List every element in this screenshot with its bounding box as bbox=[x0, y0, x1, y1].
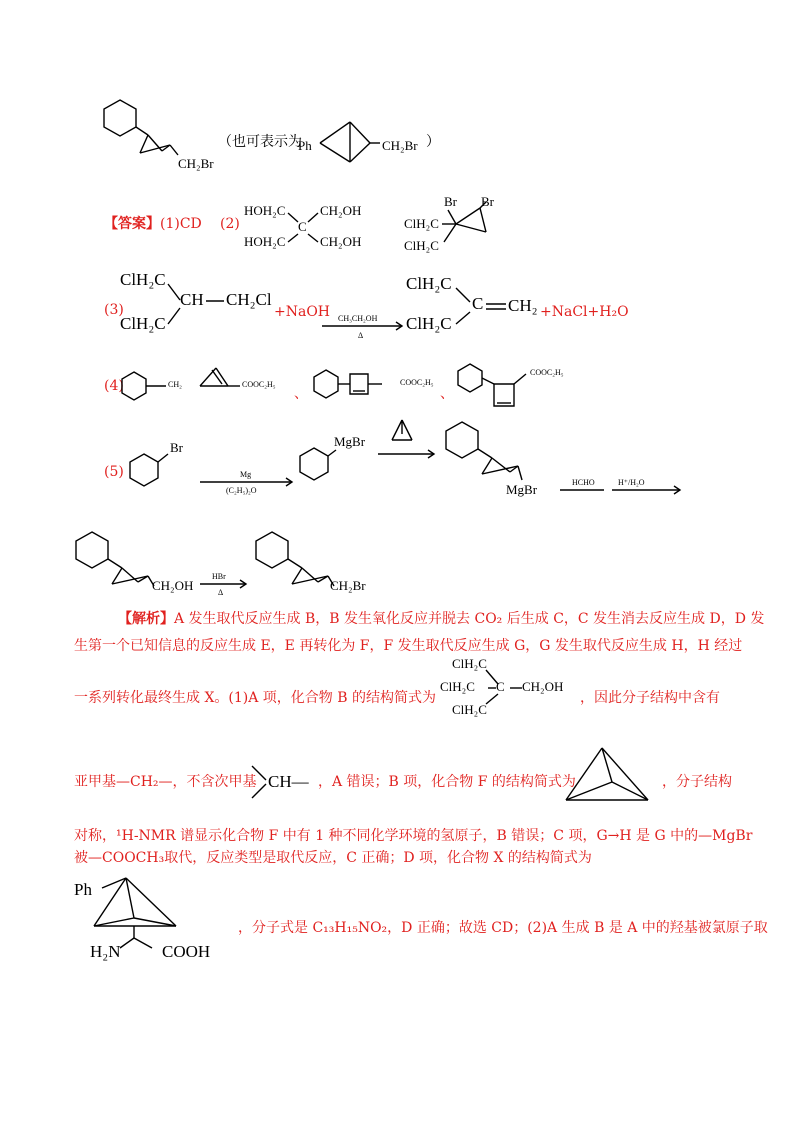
eq5-ch2br: CH₂Br bbox=[330, 578, 366, 593]
eq5-hbr: HBr bbox=[212, 572, 226, 581]
analysis-line1-text: A 发生取代反应生成 B，B 发生氧化反应并脱去 CO₂ 后生成 C，C 发生消去反应生成 D，D 发 bbox=[174, 611, 765, 627]
eq3-clh2c-top: ClH₂C bbox=[120, 270, 166, 289]
eq3-products: +NaCl+H₂O bbox=[540, 304, 629, 320]
top-note-open: （也可表示为 bbox=[218, 134, 302, 150]
eq4-sep2: 、 bbox=[440, 386, 454, 402]
eq5-mgbr1: MgBr bbox=[334, 434, 366, 449]
analysis-b-mid-right: CH₂OH bbox=[522, 679, 564, 694]
answer-part2-label: (2) bbox=[220, 216, 240, 232]
top-ch2br-alt: CH₂Br bbox=[382, 138, 418, 153]
eq4-ester2: COOC₂H₅ bbox=[400, 378, 434, 387]
answer-clh2c-b: ClH₂C bbox=[404, 238, 439, 253]
analysis-line4a: 亚甲基—CH₂—，不含次甲基 bbox=[74, 774, 257, 790]
eq3-p-clh2c-top: ClH₂C bbox=[406, 274, 452, 293]
eq3-clh2c-bot: ClH₂C bbox=[120, 314, 166, 333]
analysis-b-bonds bbox=[482, 666, 532, 712]
analysis-label: 【解析】 bbox=[118, 611, 174, 627]
analysis-line2: 生第一个已知信息的反应生成 E，E 再转化为 F，F 发生取代反应生成 G，G 发生取代反应生成 H，H 经过 bbox=[74, 638, 743, 654]
eq5-heat: Δ bbox=[218, 588, 224, 597]
eq3-p-clh2c-bot: ClH₂C bbox=[406, 314, 452, 333]
eq4-sep1: 、 bbox=[294, 386, 308, 402]
eq3-condition-bot: Δ bbox=[358, 331, 364, 340]
top-ch2br: CH₂Br bbox=[178, 156, 214, 171]
analysis-b-bot: ClH₂C bbox=[452, 702, 487, 717]
top-bicyclo-alt bbox=[318, 118, 378, 168]
eq5-arrow-3 bbox=[200, 580, 250, 590]
eq5-h3o: H⁺/H₂O bbox=[618, 478, 645, 487]
analysis-line4b: ，A 错误；B 项，化合物 F 的结构简式为 bbox=[318, 774, 576, 790]
answer-clh2c-a: ClH₂C bbox=[404, 216, 439, 231]
analysis-line4c: ，分子结构 bbox=[662, 774, 732, 790]
eq3-product-bonds bbox=[454, 284, 514, 330]
eq4-structure-2 bbox=[312, 364, 402, 404]
analysis-ch-bonds bbox=[250, 762, 270, 802]
analysis-b-top: ClH₂C bbox=[452, 656, 487, 671]
analysis-line1 bbox=[118, 609, 764, 629]
answer-label-text: 【答案】 bbox=[104, 216, 160, 232]
analysis-x-ph: Ph bbox=[74, 880, 92, 899]
eq5-propellane-arrow bbox=[378, 416, 438, 466]
eq5-ch2oh: CH₂OH bbox=[152, 578, 194, 593]
top-ph: Ph bbox=[298, 138, 312, 153]
answer-hoh2c-a: HOH₂C bbox=[244, 203, 286, 218]
eq5-mgbr2: MgBr bbox=[506, 482, 538, 497]
eq5-label: (5) bbox=[104, 464, 124, 480]
answer-hoh2c-b: HOH₂C bbox=[244, 234, 286, 249]
eq5-arrow-2 bbox=[560, 486, 684, 496]
analysis-b-c: C bbox=[496, 679, 505, 694]
eq4-ch2: CH₂ bbox=[168, 380, 182, 389]
eq5-br: Br bbox=[170, 440, 183, 455]
answer-part1: (1)CD bbox=[160, 216, 202, 232]
eq3-ch2cl: CH₂Cl bbox=[226, 290, 272, 309]
eq3-p-ch2: CH₂ bbox=[508, 296, 538, 315]
eq3-ch: CH bbox=[180, 290, 204, 309]
eq5-mg: Mg bbox=[240, 470, 252, 479]
eq3-label: (3) bbox=[104, 302, 124, 318]
analysis-line7: ，分子式是 C₁₃H₁₅NO₂，D 正确；故选 CD；(2)A 生成 B 是 A 中的羟基被氯原子取 bbox=[238, 920, 768, 936]
answer-br2: Br bbox=[481, 194, 494, 209]
analysis-line3a: 一系列转化最终生成 X。(1)A 项，化合物 B 的结构简式为 bbox=[74, 690, 436, 706]
eq5-bicyclo-ch2br bbox=[252, 528, 352, 608]
eq3-naoh: +NaOH bbox=[274, 304, 331, 320]
eq3-reactant-bonds bbox=[166, 280, 236, 330]
eq5-solvent: (C₂H₅)₂O bbox=[226, 486, 257, 495]
analysis-line5: 对称，¹H-NMR 谱显示化合物 F 中有 1 种不同化学环境的氢原子，B 错误；C 项，G→H 是 G 中的—MgBr bbox=[74, 828, 753, 844]
analysis-x-cooh: COOH bbox=[162, 942, 211, 961]
analysis-b-mid-left: ClH₂C bbox=[440, 679, 475, 694]
analysis-line3b: ，因此分子结构中含有 bbox=[580, 690, 720, 706]
answer-ch2oh-a: CH₂OH bbox=[320, 203, 362, 218]
analysis-x-h2n: H₂N bbox=[90, 942, 121, 961]
eq3-condition-top: CH₃CH₂OH bbox=[338, 314, 378, 323]
eq5-bicyclo-ch2oh bbox=[72, 528, 172, 608]
eq4-ester3: COOC₂H₅ bbox=[530, 368, 564, 377]
analysis-ch-group: CH— bbox=[268, 772, 309, 791]
answer-label bbox=[104, 214, 202, 234]
eq5-hcho: HCHO bbox=[572, 478, 595, 487]
answer-cyclopropane bbox=[440, 200, 500, 250]
eq4-ester1: COOC₂H₅ bbox=[242, 380, 276, 389]
eq4-label: (4) bbox=[104, 378, 124, 394]
analysis-propellane bbox=[562, 744, 652, 814]
eq3-p-c: C bbox=[472, 294, 484, 313]
analysis-x-structure bbox=[92, 868, 212, 948]
answer-pentaerythritol-bonds bbox=[286, 208, 326, 248]
answer-br1: Br bbox=[444, 194, 457, 209]
answer-c: C bbox=[298, 219, 307, 234]
answer-ch2oh-b: CH₂OH bbox=[320, 234, 362, 249]
analysis-line6: 被—COOCH₃取代，反应类型是取代反应，C 正确；D 项，化合物 X 的结构简式为 bbox=[74, 850, 592, 866]
top-note-close: ） bbox=[426, 134, 440, 150]
